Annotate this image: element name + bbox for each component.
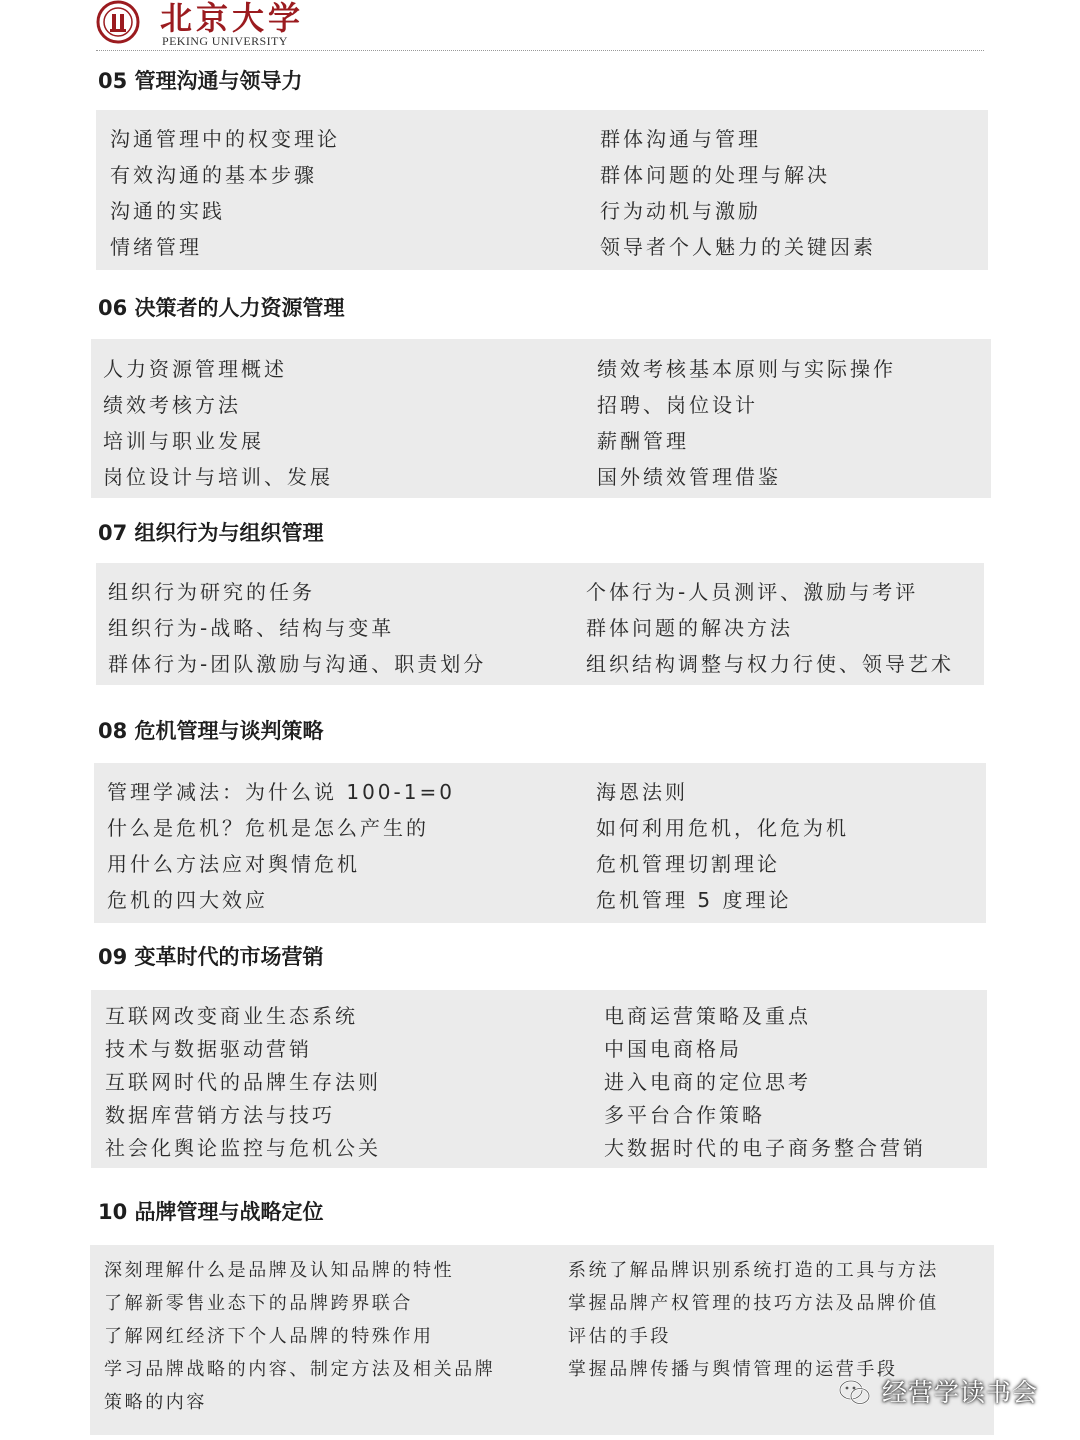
- list-item: 组织结构调整与权力行使、领导艺术: [586, 652, 954, 676]
- list-item: 数据库营销方法与技巧: [105, 1103, 335, 1127]
- list-item: 情绪管理: [110, 235, 202, 259]
- list-item: 行为动机与激励: [600, 199, 761, 223]
- list-item: 学习品牌战略的内容、制定方法及相关品牌: [104, 1359, 496, 1380]
- logo-chinese-name: 北京大学: [160, 0, 305, 37]
- list-item: 人力资源管理概述: [103, 357, 287, 381]
- wechat-icon: [838, 1378, 872, 1408]
- list-item: 评估的手段: [568, 1326, 671, 1347]
- section-box-06: [91, 339, 991, 498]
- list-item: 用什么方法应对舆情危机: [107, 852, 360, 876]
- wechat-watermark: [838, 1376, 1058, 1410]
- watermark-text: 经营学读书会: [882, 1378, 1039, 1407]
- list-item: 管理学减法：为什么说 100-1=0: [107, 780, 455, 804]
- list-item: 薪酬管理: [597, 429, 689, 453]
- section-title-09: 09 变革时代的市场营销: [98, 945, 324, 969]
- list-item: 技术与数据驱动营销: [105, 1037, 312, 1061]
- list-item: 培训与职业发展: [103, 429, 264, 453]
- section-title-08: 08 危机管理与谈判策略: [98, 719, 324, 743]
- list-item: 群体沟通与管理: [600, 127, 761, 151]
- logo-english-name: PEKING UNIVERSITY: [162, 34, 288, 48]
- list-item: 绩效考核方法: [103, 393, 241, 417]
- peking-university-seal-icon: [96, 0, 140, 44]
- list-item: 群体问题的解决方法: [586, 616, 793, 640]
- list-item: 岗位设计与培训、发展: [103, 465, 333, 489]
- section-box-05: [96, 110, 988, 270]
- list-item: 什么是危机？危机是怎么产生的: [107, 816, 429, 840]
- list-item: 危机管理 5 度理论: [596, 888, 792, 912]
- list-item: 掌握品牌产权管理的技巧方法及品牌价值: [568, 1293, 939, 1314]
- list-item: 电商运营策略及重点: [604, 1004, 811, 1028]
- section-title-07: 07 组织行为与组织管理: [98, 521, 324, 545]
- list-item: 了解网红经济下个人品牌的特殊作用: [104, 1326, 434, 1347]
- list-item: 组织行为-战略、结构与变革: [108, 616, 395, 640]
- section-title-10: 10 品牌管理与战略定位: [98, 1200, 324, 1224]
- list-item: 社会化舆论监控与危机公关: [105, 1136, 381, 1160]
- list-item: 中国电商格局: [604, 1037, 742, 1061]
- list-item: 系统了解品牌识别系统打造的工具与方法: [568, 1260, 939, 1281]
- section-box-09: [91, 990, 987, 1168]
- list-item: 互联网改变商业生态系统: [105, 1004, 358, 1028]
- list-item: 招聘、岗位设计: [597, 393, 758, 417]
- list-item: 群体问题的处理与解决: [600, 163, 830, 187]
- section-box-07: [96, 563, 984, 685]
- list-item: 策略的内容: [104, 1392, 207, 1413]
- list-item: 绩效考核基本原则与实际操作: [597, 357, 896, 381]
- section-box-08: [94, 763, 986, 923]
- list-item: 掌握品牌传播与舆情管理的运营手段: [568, 1359, 898, 1380]
- list-item: 组织行为研究的任务: [108, 580, 315, 604]
- header-divider: [96, 50, 984, 51]
- list-item: 了解新零售业态下的品牌跨界联合: [104, 1293, 413, 1314]
- list-item: 深刻理解什么是品牌及认知品牌的特性: [104, 1260, 455, 1281]
- page-header: [96, 0, 984, 52]
- list-item: 领导者个人魅力的关键因素: [600, 235, 876, 259]
- list-item: 群体行为-团队激励与沟通、职责划分: [108, 652, 487, 676]
- list-item: 进入电商的定位思考: [604, 1070, 811, 1094]
- section-title-05: 05 管理沟通与领导力: [98, 69, 303, 93]
- list-item: 国外绩效管理借鉴: [597, 465, 781, 489]
- list-item: 危机管理切割理论: [596, 852, 780, 876]
- list-item: 海恩法则: [596, 780, 688, 804]
- list-item: 如何利用危机，化危为机: [596, 816, 849, 840]
- section-title-06: 06 决策者的人力资源管理: [98, 296, 345, 320]
- list-item: 危机的四大效应: [107, 888, 268, 912]
- list-item: 沟通管理中的权变理论: [110, 127, 340, 151]
- list-item: 多平台合作策略: [604, 1103, 765, 1127]
- list-item: 有效沟通的基本步骤: [110, 163, 317, 187]
- list-item: 互联网时代的品牌生存法则: [105, 1070, 381, 1094]
- list-item: 沟通的实践: [110, 199, 225, 223]
- list-item: 个体行为-人员测评、激励与考评: [586, 580, 919, 604]
- list-item: 大数据时代的电子商务整合营销: [604, 1136, 926, 1160]
